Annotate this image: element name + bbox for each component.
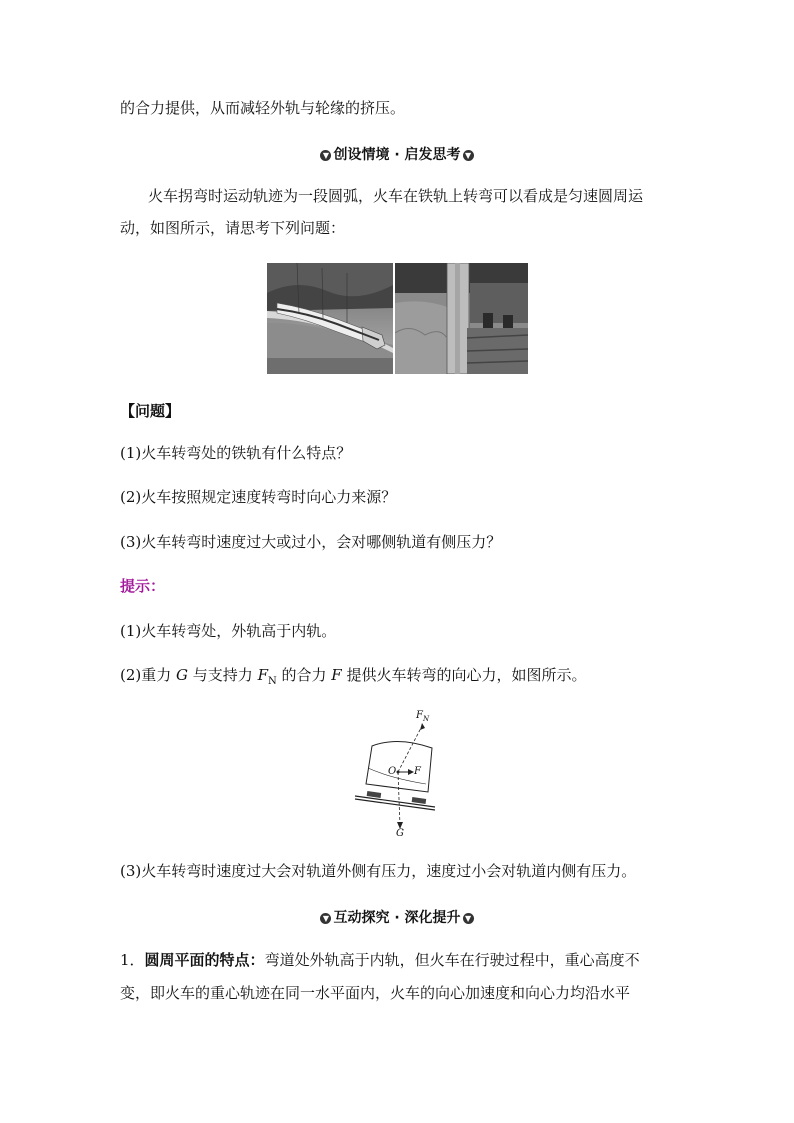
section-title-explore [0,908,794,928]
label-fn [416,710,429,723]
section-title-text: 创设情境 · 启发思考 [333,147,461,163]
symbol-f: F [331,666,342,684]
symbol-g: G [176,666,189,684]
paragraph-line [120,950,640,970]
answer-2-text: 提供火车转弯的向心力，如图所示。 [341,666,587,684]
symbol-f: F [257,666,268,684]
paragraph-number: 1． [120,951,145,969]
paragraph-bold: 圆周平面的特点： [144,951,265,969]
label-o: O [388,766,397,777]
answer-2-text: 的合力 [276,666,332,684]
label-fn-text: F [416,710,423,721]
force-diagram [350,708,450,843]
label-fn-sub: N [422,715,430,723]
answer-3: (3)火车转弯时速度过大会对轨道外侧有压力，速度过小会对轨道内侧有压力。 [120,862,637,880]
section-title-text: 互动探究 · 深化提升 [333,910,461,926]
question-heading: 【问题】 [120,402,181,420]
answer-2-text: (2)重力 [120,666,177,684]
answer-1: (1)火车转弯处，外轨高于内轨。 [120,622,337,640]
symbol-subscript: N [267,676,277,687]
chevron-down-icon: ▼ [320,913,331,924]
text-line: 的合力提供，从而减轻外轨与轮缘的挤压。 [120,99,406,117]
question-1: (1)火车转弯处的铁轨有什么特点？ [120,444,352,462]
answer-2-text: 与支持力 [188,666,258,684]
question-3: (3)火车转弯时速度过大或过小，会对哪侧轨道有侧压力？ [120,533,502,551]
label-f: F [414,766,421,777]
paragraph-line: 火车拐弯时运动轨迹为一段圆弧，火车在铁轨上转弯可以看成是匀速圆周运 [148,187,644,205]
train-photo [267,263,393,374]
answer-2 [120,665,586,692]
paragraph-line: 变，即火车的重心轨迹在同一水平面内，火车的向心加速度和向心力均沿水平 [120,984,631,1002]
question-2: (2)火车按照规定速度转弯时向心力来源？ [120,488,397,506]
section-title-scenario [0,145,794,165]
hint-label: 提示： [120,577,166,595]
paragraph-text: 弯道处外轨高于内轨，但火车在行驶过程中，重心高度不 [264,951,640,969]
chevron-down-icon: ▼ [463,913,474,924]
label-g: G [396,828,404,839]
chevron-down-icon: ▼ [320,150,331,161]
wheel-rail-photo [395,263,528,374]
paragraph-line: 动，如图所示，请思考下列问题： [120,219,346,237]
chevron-down-icon: ▼ [463,150,474,161]
